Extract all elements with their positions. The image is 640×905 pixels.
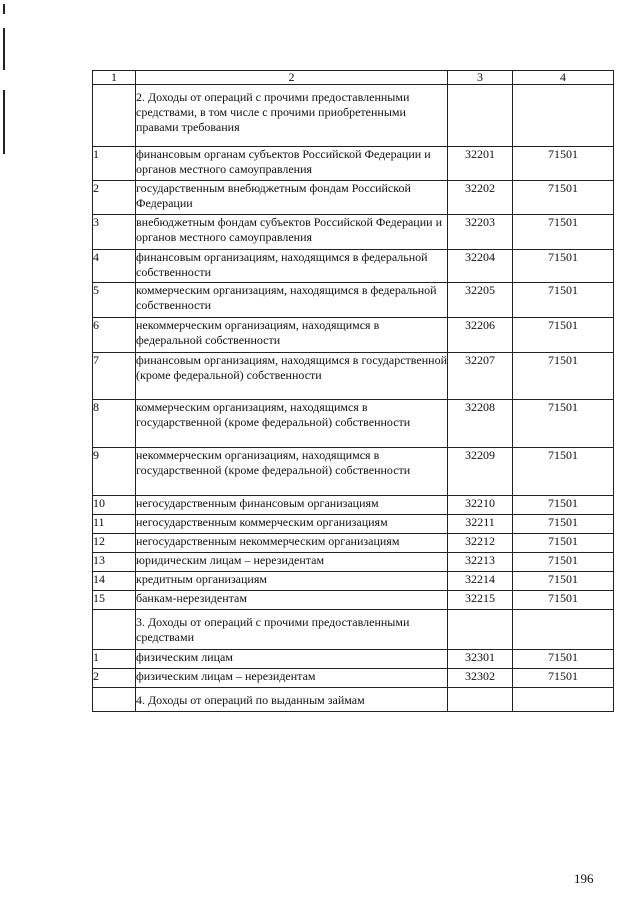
- table-row: [93, 400, 614, 448]
- row-value: 71501: [513, 181, 614, 215]
- table-row: [93, 496, 614, 515]
- row-description: 4. Доходы от операций по выданным займам: [136, 688, 448, 712]
- row-description: банкам-нерезидентам: [136, 591, 448, 610]
- row-number: 8: [93, 400, 136, 448]
- row-description: физическим лицам – нерезидентам: [136, 669, 448, 688]
- header-col-4: 4: [513, 71, 614, 85]
- row-value: 71501: [513, 496, 614, 515]
- table-row: [93, 553, 614, 572]
- row-value: [513, 85, 614, 147]
- table-row: [93, 448, 614, 496]
- row-number: 15: [93, 591, 136, 610]
- row-code: 32208: [448, 400, 513, 448]
- row-code: 32301: [448, 650, 513, 669]
- row-description: кредитным организациям: [136, 572, 448, 591]
- row-description: некоммерческим организациям, находящимся в государственной (кроме федеральной) собственности: [136, 448, 448, 496]
- margin-mark-top: [3, 4, 5, 14]
- row-value: 71501: [513, 250, 614, 283]
- row-code: 32210: [448, 496, 513, 515]
- header-col-2: 2: [136, 71, 448, 85]
- row-description: негосударственным некоммерческим организациям: [136, 534, 448, 553]
- row-description: физическим лицам: [136, 650, 448, 669]
- row-code: 32202: [448, 181, 513, 215]
- row-value: 71501: [513, 283, 614, 318]
- row-description: внебюджетным фондам субъектов Российской Федерации и органов местного самоуправления: [136, 215, 448, 250]
- row-description: 2. Доходы от операций с прочими предоставленными средствами, в том числе с прочими приобретенными правами требования: [136, 85, 448, 147]
- row-number: 12: [93, 534, 136, 553]
- row-code: 32205: [448, 283, 513, 318]
- table-row: [93, 283, 614, 318]
- table-row: [93, 353, 614, 400]
- row-code: 32204: [448, 250, 513, 283]
- row-number: 5: [93, 283, 136, 318]
- row-description: некоммерческим организациям, находящимся в федеральной собственности: [136, 318, 448, 353]
- table-header-row: [93, 71, 614, 85]
- row-code: 32212: [448, 534, 513, 553]
- section-row: [93, 610, 614, 650]
- row-value: 71501: [513, 215, 614, 250]
- table-row: [93, 181, 614, 215]
- margin-mark-middle: [3, 28, 5, 70]
- table-row: [93, 250, 614, 283]
- row-value: 71501: [513, 534, 614, 553]
- row-number: 6: [93, 318, 136, 353]
- row-code: 32203: [448, 215, 513, 250]
- table-row: [93, 669, 614, 688]
- page-number: 196: [574, 871, 594, 886]
- row-number: [93, 85, 136, 147]
- row-description: негосударственным финансовым организациям: [136, 496, 448, 515]
- row-code: [448, 610, 513, 650]
- table-row: [93, 215, 614, 250]
- table-row: [93, 572, 614, 591]
- row-code: 32211: [448, 515, 513, 534]
- row-code: 32206: [448, 318, 513, 353]
- section-row: [93, 688, 614, 712]
- row-code: 32215: [448, 591, 513, 610]
- row-value: 71501: [513, 318, 614, 353]
- margin-mark-bottom: [3, 90, 5, 154]
- row-number: 4: [93, 250, 136, 283]
- row-value: [513, 688, 614, 712]
- table-row: [93, 147, 614, 181]
- table-row: [93, 591, 614, 610]
- row-number: 7: [93, 353, 136, 400]
- row-description: государственным внебюджетным фондам Российской Федерации: [136, 181, 448, 215]
- row-code: 32207: [448, 353, 513, 400]
- row-value: 71501: [513, 650, 614, 669]
- row-code: 32302: [448, 669, 513, 688]
- row-number: 2: [93, 669, 136, 688]
- row-number: 13: [93, 553, 136, 572]
- row-description: коммерческим организациям, находящимся в государственной (кроме федеральной) собственности: [136, 400, 448, 448]
- row-number: 10: [93, 496, 136, 515]
- row-value: 71501: [513, 448, 614, 496]
- row-description: коммерческим организациям, находящимся в федеральной собственности: [136, 283, 448, 318]
- document-table: [92, 70, 614, 712]
- row-value: 71501: [513, 147, 614, 181]
- row-code: [448, 688, 513, 712]
- row-value: 71501: [513, 669, 614, 688]
- row-description: финансовым органам субъектов Российской Федерации и органов местного самоуправления: [136, 147, 448, 181]
- table-row: [93, 318, 614, 353]
- row-code: [448, 85, 513, 147]
- row-number: 14: [93, 572, 136, 591]
- row-description: финансовым организациям, находящимся в государственной (кроме федеральной) собственности: [136, 353, 448, 400]
- row-number: [93, 610, 136, 650]
- row-value: [513, 610, 614, 650]
- table-row: [93, 650, 614, 669]
- row-number: 2: [93, 181, 136, 215]
- row-number: 9: [93, 448, 136, 496]
- row-value: 71501: [513, 591, 614, 610]
- row-code: 32213: [448, 553, 513, 572]
- row-value: 71501: [513, 572, 614, 591]
- row-value: 71501: [513, 515, 614, 534]
- row-description: негосударственным коммерческим организациям: [136, 515, 448, 534]
- row-value: 71501: [513, 400, 614, 448]
- header-col-3: 3: [448, 71, 513, 85]
- row-number: 3: [93, 215, 136, 250]
- row-description: юридическим лицам – нерезидентам: [136, 553, 448, 572]
- section-row: [93, 85, 614, 147]
- row-value: 71501: [513, 353, 614, 400]
- row-value: 71501: [513, 553, 614, 572]
- row-number: 11: [93, 515, 136, 534]
- row-number: 1: [93, 650, 136, 669]
- header-col-1: 1: [93, 71, 136, 85]
- row-number: 1: [93, 147, 136, 181]
- table-row: [93, 515, 614, 534]
- row-description: 3. Доходы от операций с прочими предоставленными средствами: [136, 610, 448, 650]
- row-code: 32214: [448, 572, 513, 591]
- row-code: 32209: [448, 448, 513, 496]
- table-row: [93, 534, 614, 553]
- row-description: финансовым организациям, находящимся в федеральной собственности: [136, 250, 448, 283]
- row-code: 32201: [448, 147, 513, 181]
- row-number: [93, 688, 136, 712]
